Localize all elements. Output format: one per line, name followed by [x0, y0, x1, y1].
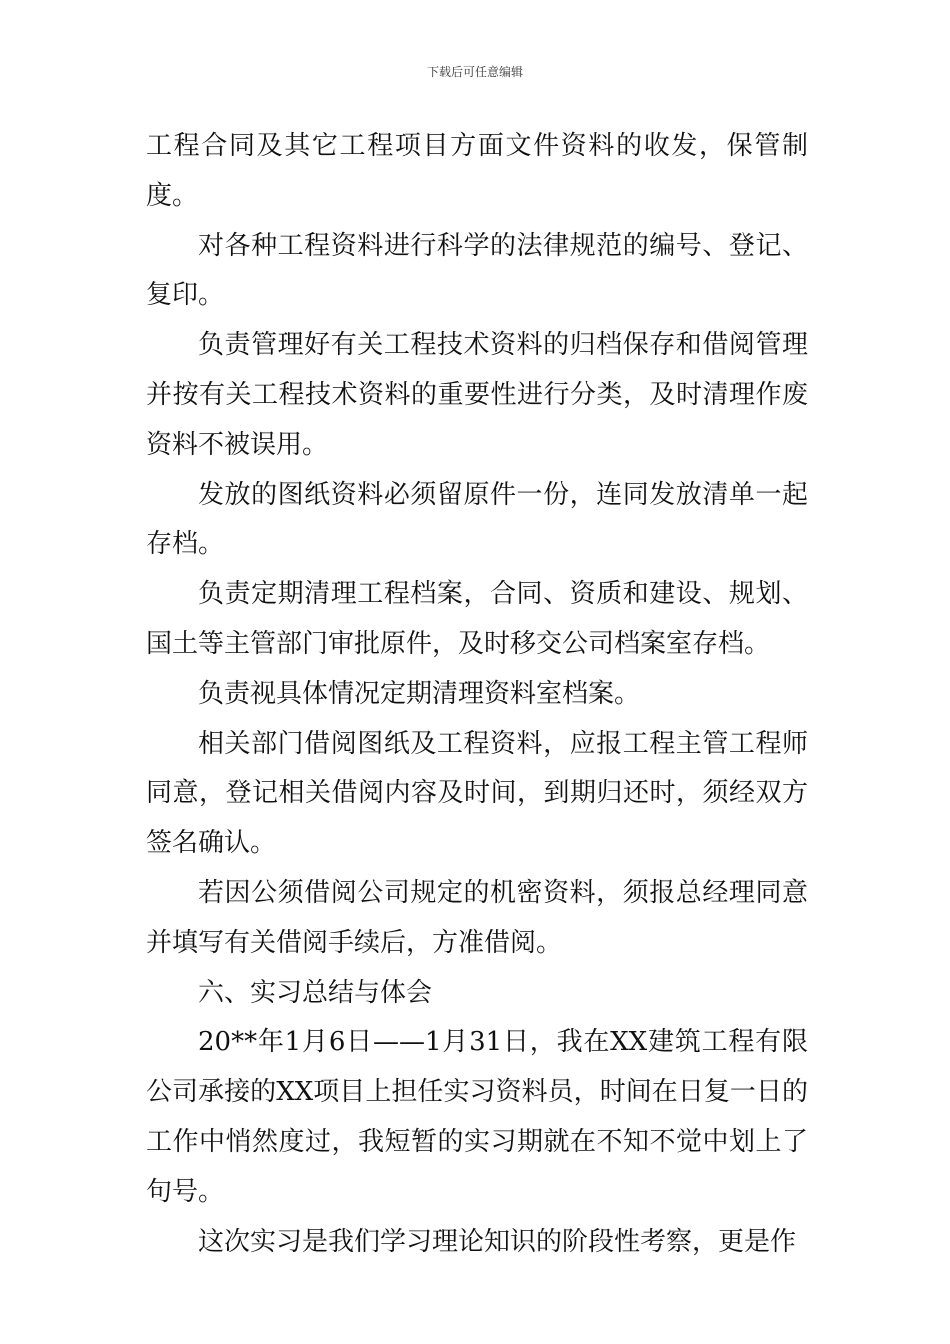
paragraph-10: 这次实习是我们学习理论知识的阶段性考察，更是作	[198, 1226, 797, 1257]
paragraph-1: 工程合同及其它工程项目方面文件资料的收发，保管制度。	[146, 131, 808, 211]
paragraph-2: 对各种工程资料进行科学的法律规范的编号、登记、复印。	[146, 230, 808, 311]
paragraph-3: 负责管理好有关工程技术资料的归档保存和借阅管理并按有关工程技术资料的重要性进行分类，及时清理作废资料不被误用。	[146, 330, 808, 460]
paragraph-4: 发放的图纸资料必须留原件一份，连同发放清单一起存档。	[146, 479, 808, 560]
section-heading: 六、实习总结与体会	[198, 977, 433, 1008]
document-body	[146, 122, 808, 1267]
paragraph-8: 若因公须借阅公司规定的机密资料，须报总经理同意并填写有关借阅手续后，方准借阅。	[146, 877, 808, 958]
paragraph-5: 负责定期清理工程档案，合同、资质和建设、规划、国土等主管部门审批原件，及时移交公司档案室存档。	[146, 579, 808, 659]
paragraph-9: 20**年1月6日——1月31日，我在XX建筑工程有限公司承接的XX项目上担任实习资料员，时间在日复一日的工作中悄然度过，我短暂的实习期就在不知不觉中划上了句号。	[146, 1027, 808, 1207]
paragraph-6: 负责视具体情况定期清理资料室档案。	[198, 678, 641, 709]
paragraph-7: 相关部门借阅图纸及工程资料，应报工程主管工程师同意，登记相关借阅内容及时间，到期归还时，须经双方签名确认。	[146, 728, 808, 859]
page-header: 下载后可任意编辑	[426, 65, 523, 79]
